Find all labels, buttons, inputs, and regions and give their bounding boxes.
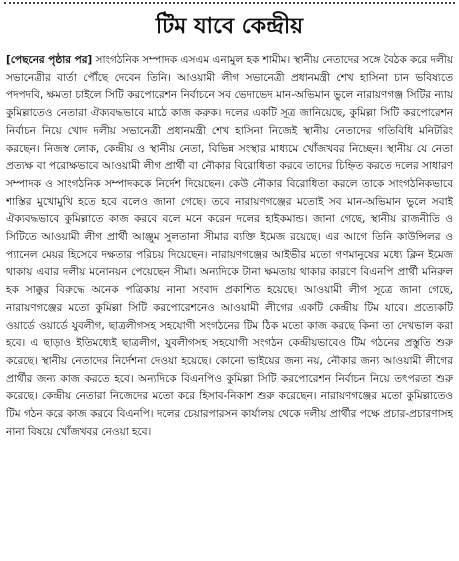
headline: টিম যাবে কেন্দ্রীয়: [155, 14, 304, 39]
article-text: সাংগঠনিক সম্পাদক এসএম এনামুল হক শামীম। স্থানীয় নেতাদের সঙ্গে বৈঠক করে দলীয় সভানেত্রীর বার্তা পৌঁছে দেবেন তিনি। আওয়ামী লীগ সভানেত্রী প্রধানমন্ত্রী শেখ হাসিনা চান ভবিষ্যতে পদপদবি, ক্ষমতা চাইলে সিটি করপোরেশন নির্বাচনে সব ভেদাভেদ মান-অভিমান ভুলে নারায়ণগঞ্জ সিটির ন্যায় কুমিল্লাতেও নেতারা ঐক্যবদ্ধভাবে মাঠে কাজ করুক। দলের একটি সূত্র জানিয়েছে, কুমিল্লা সিটি করপোরেশন নির্বাচন নিয়ে খোদ দলীয় সভানেত্রী প্রধানমন্ত্রী শেখ হাসিনা নিজেই স্থানীয় নেতাদের গতিবিধি মনিটরিং করছেন। নিজস্ব লোক, কেন্দ্রীয় ও স্থানীয় নেতা, বিভিন্ন সংস্থার মাধ্যমে খোঁজখবর নিচ্ছেন। স্থানীয় যে নেতা প্রত্যক্ষ বা পরোক্ষভাবে আওয়ামী লীগ প্রার্থী বা নৌকার বিরোধিতা করবে তাদের চিহ্নিত করতে দলের সাধারণ সম্পাদক ও সাংগঠনিক সম্পাদককে নির্দেশ দিয়েছেন। কেউ নৌকার বিরোধিতা করলে তাকে সাংগঠনিকভাবে শাস্তির মুখোমুখি হতে হবে বলেও জানা গেছে। তবে নারায়ণগঞ্জের মতোই সব মান-অভিমান ভুলে সবাই ঐক্যবদ্ধভাবে কুমিল্লাতে কাজ করবে বলে মনে করেন দলের হাইকমান্ড। জানা গেছে, স্থানীয় রাজনীতি ও সিটিতে আওয়ামী লীগ প্রার্থী আঞ্জুম সুলতানা সীমার ব্যক্তি ইমেজ রয়েছে। এর আগে তিনি কাউন্সিলর ও প্যানেল মেয়র হিসেবে দক্ষতার পরিচয় দিয়েছেন। নারায়ণগঞ্জের আইভীর মতো গণমানুষের মধ্যে ক্লিন ইমেজ থাকায় এবার দলীয় মনোনয়ন পেয়েছেন সীমা। অন্যদিকে টানা ক্ষমতায় থাকার কারণে বিএনপি প্রার্থী মনিরুল হক সাক্কুর বিরুদ্ধে অনেক পত্রিকায় নানা সংবাদ প্রকাশিত হয়েছে। আওয়ামী লীগ সূত্রে জানা গেছে, নারায়ণগঞ্জের মতো কুমিল্লা সিটি করপোরেশনেও আওয়ামী লীগের একটি কেন্দ্রীয় টিম যাবে। প্রত্যেকটি ওয়ার্ডে ওয়ার্ডে যুবলীগ, ছাত্রলীগসহ সহযোগী সংগঠনের টিম ঠিক মতো কাজ করছে কিনা তা দেখভাল করা হবে। এ ছাড়াও ইতিমধ্যেই ছাত্রলীগ, যুবলীগসহ সহযোগী সংগঠন কেন্দ্রীয়ভাবেও টিম গঠনের প্রস্তুতি শুরু করেছে। স্থানীয় নেতাদের নির্দেশনা দেওয়া হয়েছে। কোনো ভাইয়ের জন্য নয়, নৌকার জন্য আওয়ামী লীগের প্রার্থীর জন্য কাজ করতে হবে। অন্যদিকে বিএনপিও কুমিল্লা সিটি করপোরেশন নির্বাচন নিয়ে তৎপরতা শুরু করেছে। কেন্দ্রীয় নেতারা নিজেদের মতো করে হিসাব-নিকাশ শুরু করেছেন। নারায়ণগঞ্জের মতো কুমিল্লাতেও টিম গঠন করে কাজ করবে বিএনপি। দলের চেয়ারপারসন কার্যালয় থেকে দলীয় প্রার্থীর পক্ষে প্রচার-প্রচারণাসহ নানা বিষয়ে খোঁজখবর নেওয়া হবে।: [6, 54, 453, 438]
continuation-label: [পেছনের পৃষ্ঠার পর]: [6, 54, 93, 66]
article-body: [6, 52, 453, 557]
dotted-divider: [4, 2, 455, 4]
